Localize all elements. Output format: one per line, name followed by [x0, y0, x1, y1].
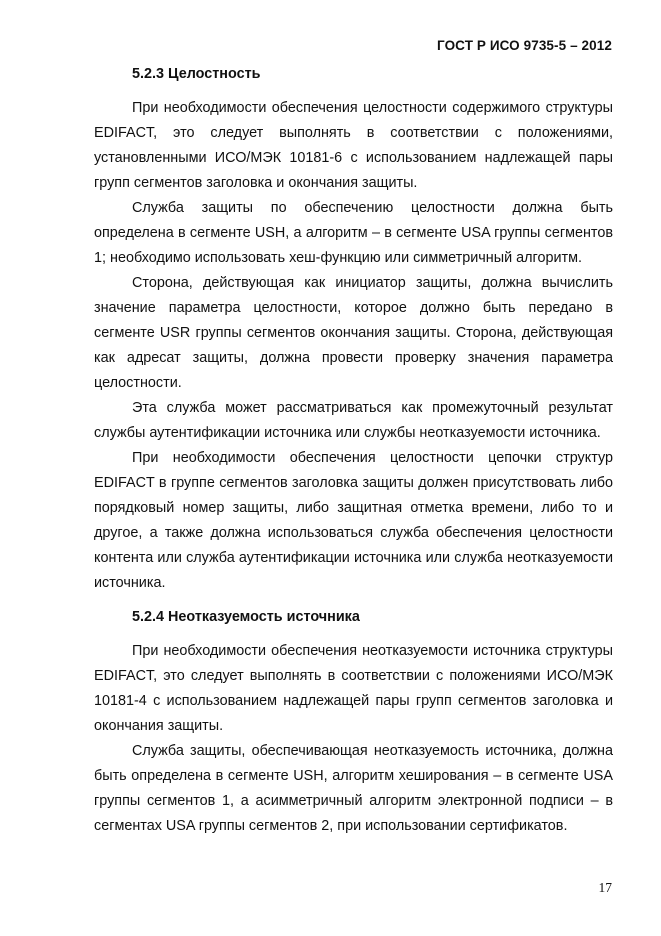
section-heading-integrity: 5.2.3 Целостность: [132, 66, 261, 82]
paragraph: Служба защиты, обеспечивающая неотказуемость источника, должна быть определена в сегменте USH, алгоритм хеширования – в сегменте USA группы сегментов 1, а асимметричный алгоритм электронной подписи – в сегментах USA группы сегментов 2, при использовании сертификатов.: [94, 743, 613, 834]
heading-spacer: [94, 630, 613, 639]
paragraph: Сторона, действующая как инициатор защиты, должна вычислить значение параметра целостности, которое должно быть передано в сегменте USR группы сегментов окончания защиты. Сторона, действующая как адресат защиты, должна провести проверку значения параметра целостности.: [94, 275, 613, 391]
paragraph: Служба защиты по обеспечению целостности должна быть определена в сегменте USH, а алгоритм – в сегменте USA группы сегментов 1; необходимо использовать хеш-функцию или симметричный алгоритм.: [94, 200, 613, 266]
page-number: 17: [598, 880, 612, 895]
paragraph: При необходимости обеспечения целостности содержимого структуры EDIFACT, это следует выполнять в соответствии с положениями, установленными ИСО/МЭК 10181-6 с использованием надлежащей пары групп сегментов заголовка и окончания защиты.: [94, 100, 613, 191]
paragraph: Эта служба может рассматриваться как промежуточный результат службы аутентификации источника или службы неотказуемости источника.: [94, 400, 613, 441]
document-code-header: ГОСТ Р ИСО 9735-5 – 2012: [437, 38, 612, 53]
section-heading-non-repudiation: 5.2.4 Неотказуемость источника: [132, 609, 360, 625]
section-spacer: [94, 596, 613, 605]
paragraph: При необходимости обеспечения неотказуемости источника структуры EDIFACT, это следует выполнять в соответствии с положениями ИСО/МЭК 10181-4 с использованием надлежащей пары групп сегментов заголовка и окончания защиты.: [94, 643, 613, 734]
paragraph: При необходимости обеспечения целостности цепочки структур EDIFACT в группе сегментов заголовка защиты должен присутствовать либо порядковый номер защиты, либо защитная отметка времени, либо то и другое, а также должна использоваться служба обеспечения целостности контента или служба аутентификации источника или служба неотказуемости источника.: [94, 450, 613, 591]
main-content: [94, 62, 613, 839]
heading-spacer: [94, 87, 613, 96]
